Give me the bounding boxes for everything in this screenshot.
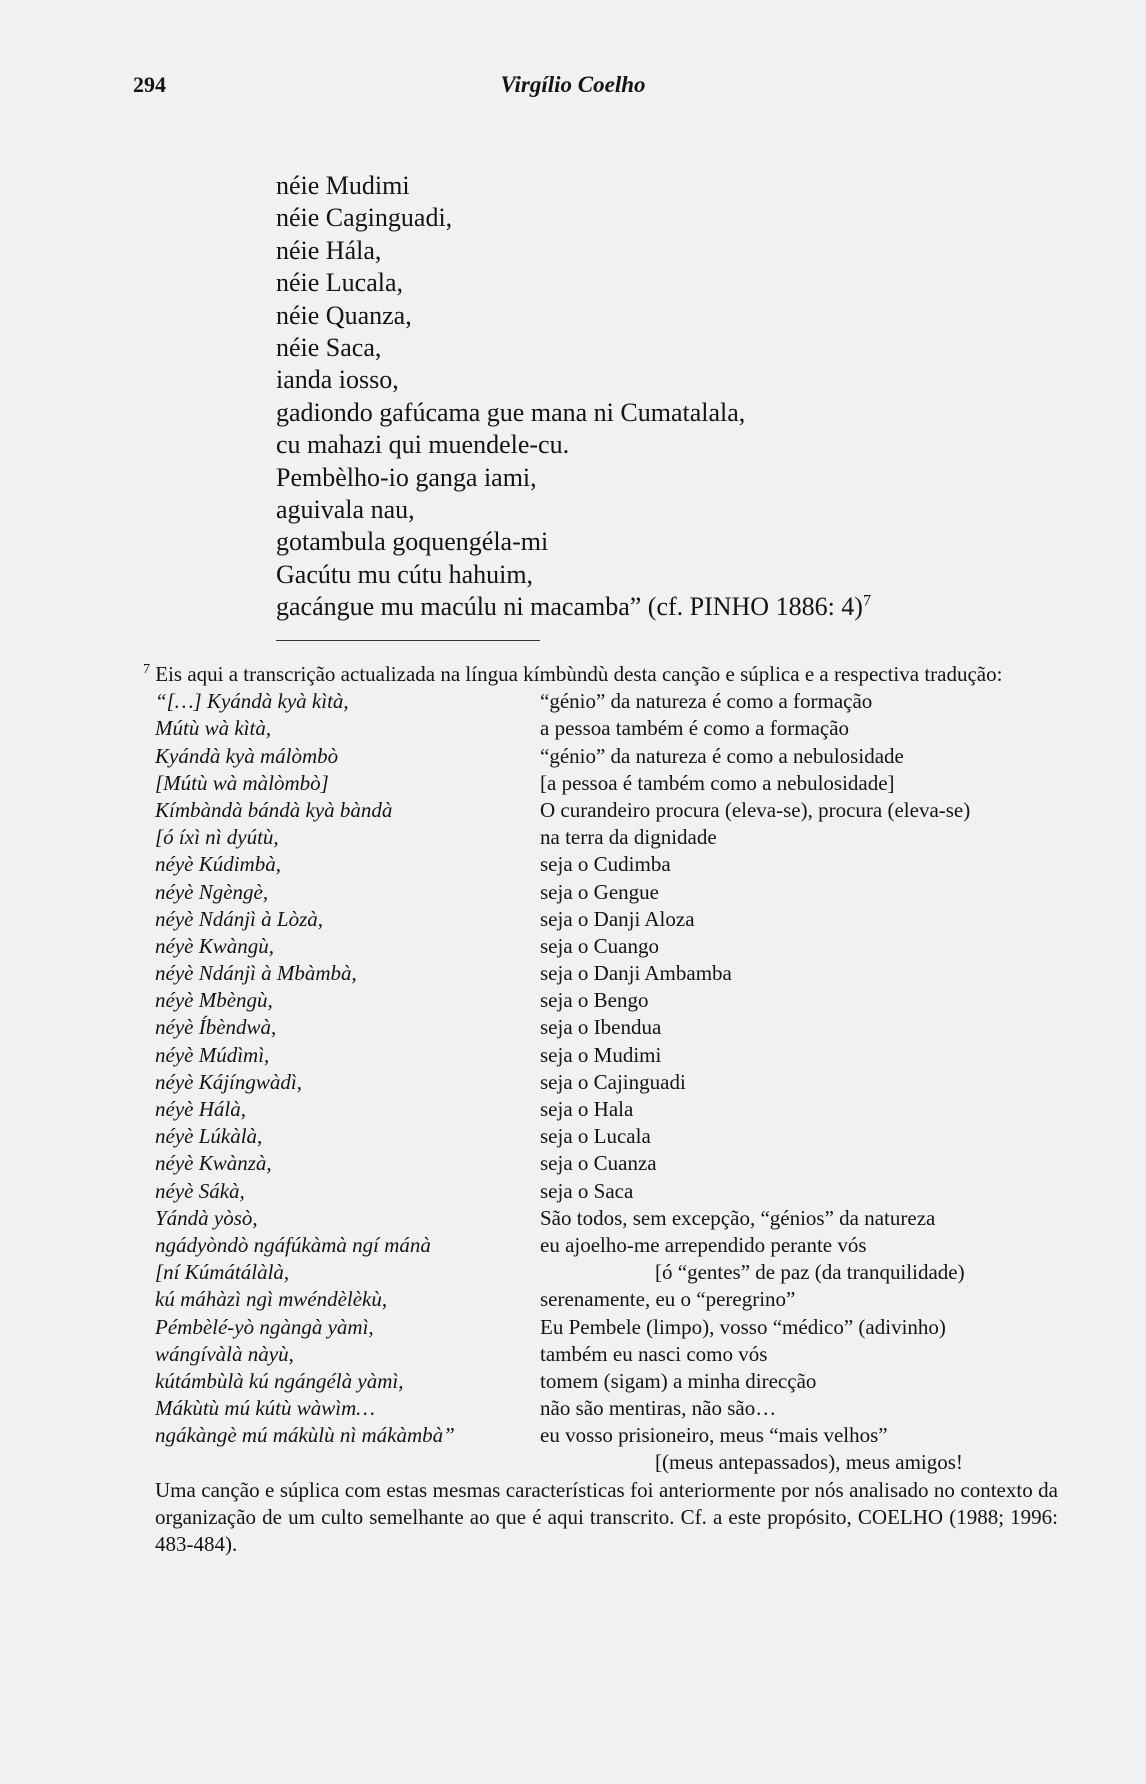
kimbundu-text: “[…] Kyándà kyà kìtà, bbox=[155, 689, 349, 714]
portuguese-text: seja o Saca bbox=[540, 1178, 634, 1203]
kimbundu-text: néyè Kúdimbà, bbox=[155, 852, 281, 877]
kimbundu-text: néyè Ngèngè, bbox=[155, 879, 269, 904]
kimbundu-text: [ní Kúmátálàlà, bbox=[155, 1260, 290, 1285]
translation-row bbox=[155, 1232, 1058, 1259]
kimbundu-text: néyè Kwàngù, bbox=[155, 933, 274, 958]
portuguese-text: tomem (sigam) a minha direcção bbox=[540, 1368, 817, 1393]
portuguese-text: seja o Ibendua bbox=[540, 1015, 662, 1040]
kimbundu-text: Kyándà kyà málòmbò bbox=[155, 743, 339, 768]
portuguese-text: São todos, sem excepção, “génios” da natureza bbox=[540, 1205, 936, 1230]
kimbundu-text: kú máhàzì ngì mwéndèlèkù, bbox=[155, 1287, 388, 1312]
kimbundu-text: ngákàngè mú mákùlù nì mákàmbà” bbox=[155, 1423, 455, 1448]
translation-row bbox=[155, 1286, 1058, 1313]
kimbundu-text: Kímbàndà bándà kyà bàndà bbox=[155, 797, 393, 822]
kimbundu-text: wángívàlà nàyù, bbox=[155, 1341, 294, 1366]
translation-row bbox=[155, 1259, 1058, 1286]
kimbundu-text: néyè Kájíngwàdì, bbox=[155, 1069, 302, 1094]
running-head: Virgílio Coelho bbox=[500, 72, 646, 97]
portuguese-text: “génio” da natureza é como a nebulosidade bbox=[540, 743, 904, 768]
portuguese-text: eu ajoelho-me arrependido perante vós bbox=[540, 1232, 867, 1257]
kimbundu-text: [ó íxì nì dyútù, bbox=[155, 825, 279, 850]
portuguese-text: seja o Danji Aloza bbox=[540, 906, 695, 931]
footnote-number: 7 bbox=[143, 662, 150, 677]
poem-line: néie Quanza, bbox=[276, 300, 412, 330]
kimbundu-text: néyè Hálà, bbox=[155, 1097, 246, 1122]
translation-row bbox=[155, 960, 1058, 987]
footnote-intro bbox=[143, 661, 1058, 688]
poem-line: Pembèlho-io ganga iami, bbox=[276, 462, 537, 492]
translation-table bbox=[155, 688, 1058, 1476]
page-header bbox=[0, 72, 1146, 102]
poem-line: gotambula goquengéla-mi bbox=[276, 527, 549, 557]
kimbundu-text: Mákùtù mú kútù wàwìm… bbox=[155, 1396, 375, 1421]
translation-row bbox=[155, 1042, 1058, 1069]
footnote-reference[interactable]: 7 bbox=[862, 592, 871, 610]
page-number: 294 bbox=[133, 72, 166, 97]
translation-row bbox=[155, 1422, 1058, 1449]
portuguese-text: Eu Pembele (limpo), vosso “médico” (adivinho) bbox=[540, 1314, 946, 1339]
footnote-intro-text: Eis aqui a transcrição actualizada na língua kímbùndù desta canção e súplica e a respectiva tradução: bbox=[155, 662, 1003, 686]
translation-row bbox=[155, 824, 1058, 851]
poem-line: Gacútu mu cútu hahuim, bbox=[276, 559, 534, 589]
kimbundu-text: néyè Kwànzà, bbox=[155, 1151, 272, 1176]
kimbundu-text: néyè Ndánjì à Mbàmbà, bbox=[155, 961, 357, 986]
poem-last-line-text: gacángue mu macúlu ni macamba” (cf. PINHO 1886: 4) bbox=[276, 592, 863, 622]
portuguese-text: O curandeiro procura (eleva-se), procura (eleva-se) bbox=[540, 797, 971, 822]
kimbundu-text: [Mútù wà màlòmbò] bbox=[155, 770, 329, 795]
poem-line: ianda iosso, bbox=[276, 365, 399, 395]
portuguese-text: seja o Cuanza bbox=[540, 1151, 657, 1176]
portuguese-continuation: [(meus antepassados), meus amigos! bbox=[655, 1450, 963, 1475]
translation-row bbox=[155, 715, 1058, 742]
portuguese-text: não são mentiras, não são… bbox=[540, 1396, 777, 1421]
portuguese-text: seja o Danji Ambamba bbox=[540, 961, 732, 986]
portuguese-text: serenamente, eu o “peregrino” bbox=[540, 1287, 796, 1312]
portuguese-continuation bbox=[540, 1259, 1058, 1286]
translation-row bbox=[155, 797, 1058, 824]
kimbundu-text: kútámbùlà kú ngángélà yàmì, bbox=[155, 1368, 404, 1393]
poem-last-line bbox=[276, 591, 871, 623]
translation-row bbox=[155, 987, 1058, 1014]
portuguese-text: seja o Gengue bbox=[540, 879, 659, 904]
footnote-divider bbox=[276, 640, 540, 641]
poem-line: néie Caginguadi, bbox=[276, 203, 453, 233]
portuguese-text: seja o Mudimi bbox=[540, 1042, 662, 1067]
kimbundu-text: néyè Íbèndwà, bbox=[155, 1015, 277, 1040]
translation-row bbox=[155, 1150, 1058, 1177]
portuguese-text: na terra da dignidade bbox=[540, 825, 717, 850]
portuguese-text: seja o Bengo bbox=[540, 988, 649, 1013]
footnote bbox=[143, 661, 1058, 1558]
translation-row bbox=[155, 879, 1058, 906]
translation-row bbox=[155, 1368, 1058, 1395]
poem-line: néie Hála, bbox=[276, 235, 382, 265]
kimbundu-text: néyè Mbèngù, bbox=[155, 988, 273, 1013]
portuguese-text: seja o Cudimba bbox=[540, 852, 671, 877]
poem-line: néie Mudimi bbox=[276, 171, 410, 200]
portuguese-text: seja o Cajinguadi bbox=[540, 1069, 686, 1094]
portuguese-text: seja o Hala bbox=[540, 1097, 634, 1122]
portuguese-text: a pessoa também é como a formação bbox=[540, 716, 850, 741]
kimbundu-text: Yándà yòsò, bbox=[155, 1205, 258, 1230]
portuguese-text: também eu nasci como vós bbox=[540, 1341, 768, 1366]
translation-row bbox=[155, 1069, 1058, 1096]
translation-row bbox=[155, 933, 1058, 960]
translation-row bbox=[155, 1014, 1058, 1041]
kimbundu-text: néyè Múdìmì, bbox=[155, 1042, 270, 1067]
translation-row bbox=[155, 1341, 1058, 1368]
poem-line: néie Lucala, bbox=[276, 268, 404, 298]
translation-row bbox=[155, 851, 1058, 878]
portuguese-text: [a pessoa é também como a nebulosidade] bbox=[540, 770, 895, 795]
portuguese-text: eu vosso prisioneiro, meus “mais velhos” bbox=[540, 1423, 888, 1448]
translation-row bbox=[155, 906, 1058, 933]
portuguese-text: “génio” da natureza é como a formação bbox=[540, 689, 873, 714]
kimbundu-text: néyè Lúkàlà, bbox=[155, 1124, 263, 1149]
translation-row bbox=[155, 1395, 1058, 1422]
kimbundu-text: néyè Ndánjì à Lòzà, bbox=[155, 906, 323, 931]
kimbundu-text: Pémbèlé-yò ngàngà yàmì, bbox=[155, 1314, 374, 1339]
poem-block bbox=[276, 170, 871, 624]
translation-row bbox=[155, 1205, 1058, 1232]
kimbundu-text: Mútù wà kìtà, bbox=[155, 716, 272, 741]
footnote-closing-text: Uma canção e súplica com estas mesmas características foi anteriormente por nós analisado no contexto da organização de um culto semelhante ao que é aqui transcrito. Cf. a este propósito, COELHO (1988; 1996: 483-484). bbox=[155, 1477, 1058, 1557]
poem-line: cu mahazi qui muendele-cu. bbox=[276, 430, 570, 460]
continuation-text: [ó “gentes” de paz (da tranquilidade) bbox=[655, 1260, 965, 1285]
kimbundu-text: ngádyòndò ngáfúkàmà ngí mánà bbox=[155, 1232, 431, 1257]
kimbundu-text: néyè Sákà, bbox=[155, 1178, 245, 1203]
translation-row bbox=[155, 688, 1058, 715]
translation-row bbox=[155, 1178, 1058, 1205]
poem-line: aguivala nau, bbox=[276, 495, 415, 525]
translation-row bbox=[155, 743, 1058, 770]
portuguese-text: seja o Cuango bbox=[540, 933, 659, 958]
portuguese-text: seja o Lucala bbox=[540, 1124, 651, 1149]
translation-row bbox=[155, 1314, 1058, 1341]
poem-line: gadiondo gafúcama gue mana ni Cumatalala, bbox=[276, 397, 746, 427]
translation-row bbox=[155, 1123, 1058, 1150]
translation-row bbox=[155, 1096, 1058, 1123]
translation-row bbox=[155, 770, 1058, 797]
poem-line: néie Saca, bbox=[276, 333, 382, 363]
